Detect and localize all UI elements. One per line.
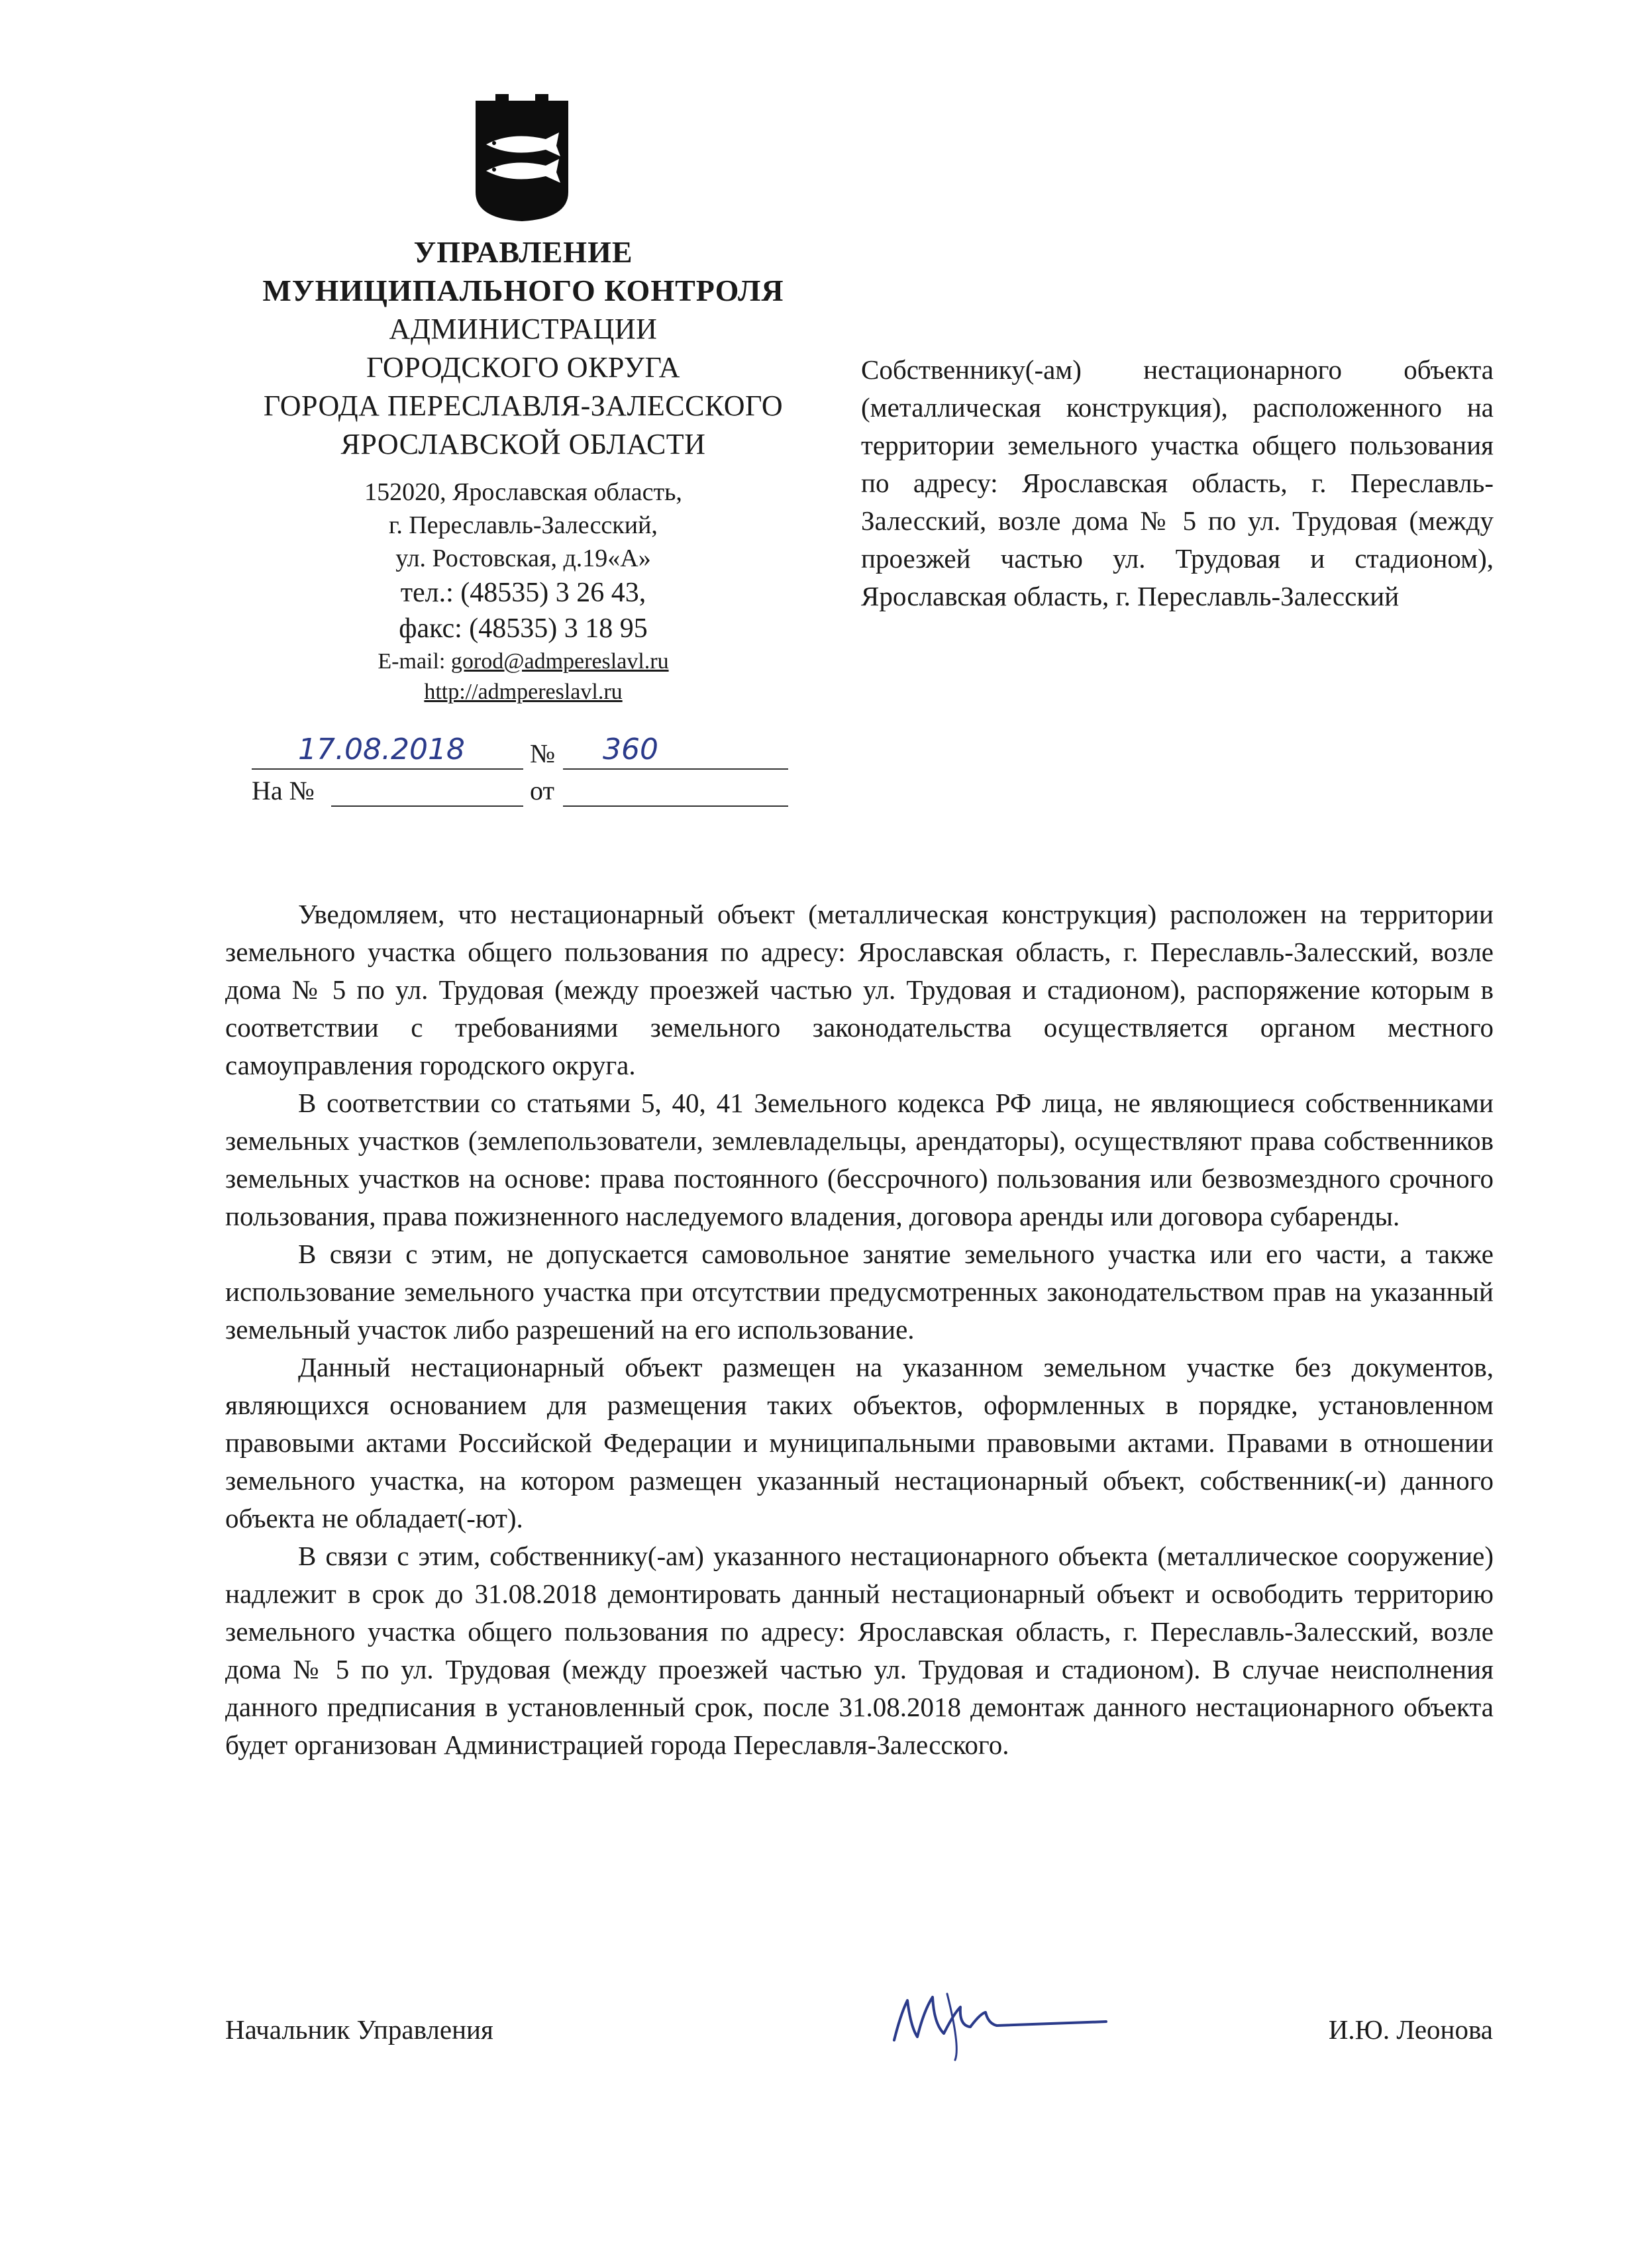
org-phone: тел.: (48535) 3 26 43, <box>400 578 646 608</box>
coat-of-arms-icon <box>472 93 572 223</box>
org-email-row <box>219 646 828 677</box>
from-label: от <box>530 776 554 805</box>
org-fax: факс: (48535) 3 18 95 <box>399 613 648 644</box>
body-paragraph-2: В соответствии со статьями 5, 40, 41 Земельного кодекса РФ лица, не являющиеся собственниками земельных участков (землепользователи, землевладельцы, арендаторы), осуществляют права собственников земельных участков на основе: права постоянного (бессрочного) пользования или безвозмездного срочного пользования, права пожизненного наследуемого владения, договора аренды или договора субаренды. <box>225 1088 1494 1231</box>
email-link[interactable]: gorod@admpereslavl.ru <box>450 649 669 674</box>
body-paragraph-5: В связи с этим, собственнику(-ам) указанного нестационарного объекта (металлическое сооружение) надлежит в срок до 31.08.2018 демонтировать данный нестационарный объект и освободить территорию земельного участка общего пользования по адресу: Ярославская область, г. Переславль-Залесский, возле дома № 5 по ул. Трудовая (между проезжей частью ул. Трудовая и стадионом). В случае неисполнения данного предписания в установленный срок, после 31.08.2018 демонтаж данного нестационарного объекта будет организован Администрацией города Переславля-Залесского. <box>225 1541 1494 1760</box>
date-underline <box>252 768 523 770</box>
registration-row <box>252 735 801 772</box>
reference-label: На № <box>252 776 315 805</box>
org-name-line2: МУНИЦИПАЛЬНОГО КОНТРОЛЯ <box>262 274 784 307</box>
website-link[interactable]: http://admpereslavl.ru <box>424 680 623 704</box>
address-line3: ул. Ростовская, д.19«А» <box>395 544 651 572</box>
number-label: № <box>530 739 556 768</box>
signatory-name: И.Ю. Леонова <box>1328 2014 1493 2045</box>
org-address <box>219 476 828 575</box>
org-name-line4: ГОРОДСКОГО ОКРУГА <box>366 351 680 384</box>
addressee-block: Собственнику(-ам) нестационарного объекта (металлическая конструкция), расположенного на территории земельного участка общего пользования по адресу: Ярославская область, г. Переславль-Залесский, возле дома № 5 по ул. Трудовая (между проезжей частью ул. Трудовая и стадионом), Ярославская область, г. Переславль-Залесский <box>861 354 1494 611</box>
body-paragraph-1: Уведомляем, что нестационарный объект (металлическая конструкция) расположен на территории земельного участка общего пользования по адресу: Ярославская область, г. Переславль-Залесский, возле дома № 5 по ул. Трудовая (между проезжей частью ул. Трудовая и стадионом), распоряжение которым в соответствии с требованиями земельного законодательства осуществляется органом местного самоуправления городского округа. <box>225 899 1494 1080</box>
letter-body <box>225 896 1494 1764</box>
reference-row <box>252 772 801 809</box>
reference-underline <box>331 805 523 807</box>
from-underline <box>563 805 788 807</box>
number-underline <box>563 768 788 770</box>
address-line2: г. Переславль-Залесский, <box>389 511 658 539</box>
registration-number: 360 <box>603 733 658 766</box>
org-name-line5: ГОРОДА ПЕРЕСЛАВЛЯ-ЗАЛЕССКОГО <box>263 389 784 422</box>
org-name-line6: ЯРОСЛАВСКОЙ ОБЛАСТИ <box>340 428 706 460</box>
letterhead <box>219 233 828 707</box>
address-line1: 152020, Ярославская область, <box>364 478 682 506</box>
handwritten-signature-icon <box>881 1974 1119 2067</box>
body-paragraph-4: Данный нестационарный объект размещен на указанном земельном участке без документов, являющихся основанием для размещения таких объектов, оформленных в порядке, установленном правовыми актами Российской Федерации и муниципальными правовыми актами. Правами в отношении земельного участка, на котором размещен указанный нестационарный объект, собственник(-и) данного объекта не обладает(-ют). <box>225 1352 1494 1533</box>
body-paragraph-3: В связи с этим, не допускается самовольное занятие земельного участка или его части, а также использование земельного участка при отсутствии предусмотренных законодательством прав на указанный земельный участок либо разрешений на его использование. <box>225 1239 1494 1345</box>
registration-block <box>252 735 801 809</box>
registration-date: 17.08.2018 <box>298 733 465 766</box>
signatory-title: Начальник Управления <box>225 2014 493 2045</box>
org-name-line3: АДМИНИСТРАЦИИ <box>389 313 658 345</box>
org-name-line1: УПРАВЛЕНИЕ <box>413 235 633 269</box>
email-label: E-mail: <box>378 649 451 674</box>
